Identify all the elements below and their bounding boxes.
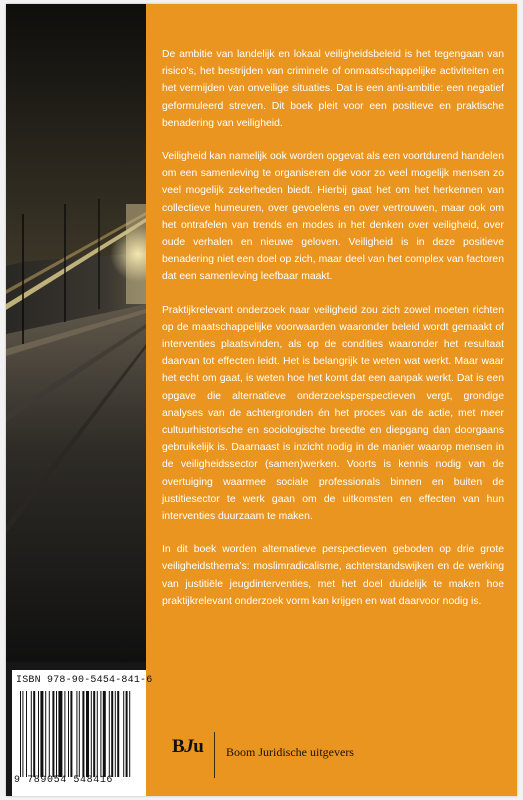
back-cover [6,4,517,796]
blurb-paragraph-4: In dit boek worden alternatieve perspectieven geboden op drie grote veiligheidsthema’s: moslimradicalisme, achterstandswijken en de werking van justitiële jeugdinterventies, met het doel duidelijk te maken hoe praktijkrelevant onderzoek vorm kan krijgen en wat daarvoor nodig is. [162,544,504,607]
publisher-logo-u: u [193,736,204,757]
blurb-paragraph-2: Veiligheid kan namelijk ook worden opgevat als een voortdurend handelen om een samenleving te organiseren die voor zo veel mogelijk mensen zo veel mogelijk zekerheden biedt. Hierbij gaat het om het herkennen van collectieve humeuren, over gevoelens en over vertrouwen, maar ook om het ontrafelen van trends en modes in het denken over veiligheid, over oude verhalen en nieuwe geloven. Veiligheid is in deze positieve benadering niet een doel op zich, maar deel van het complex van factoren dat een samenleving leefbaar maakt. [162,151,504,283]
barcode-bar [70,691,72,777]
barcode-bar [82,691,84,777]
publisher-divider [214,732,215,778]
publisher-block [172,732,517,778]
barcode-bar [111,691,113,777]
barcode-bar [33,691,35,777]
barcode-bar [97,691,98,777]
tunnel-photo-image [6,4,146,662]
barcode-bar [52,691,54,777]
blurb-paragraph-3: Praktijkrelevant onderzoek naar veiligheid zou zich zowel moeten richten op de maatschappelijke voorwaarden waaronder beleid wordt gemaakt of interventies plaatsvinden, als op de condities waaronder het resultaat daarvan tot effecten leidt. Het is belangrijk te weten wat werkt. Maar waar het echt om gaat, is weten hoe het komt dat een aanpak werkt. Dat is een opgave die alternatieve onderzoeksperspectieven vergt, grondige analyses van de achtergronden én het proces van de actie, met meer cultuurhistorische en sociologische breedte en diepgang dan doorgaans gebruikelijk is. Daarnaast is inzicht nodig in de manier waarop mensen in de veiligheidssector (samen)werken. Voorts is kennis nodig van de overtuiging waarmee sociale professionals binnen en buiten de justitiesector te werk gaan om de uitkomsten en effecten van hun interventies duurzaam te maken. [162,304,504,523]
blurb-paragraph-1: De ambitie van landelijk en lokaal veiligheidsbeleid is het tegengaan van risico’s, het bestrijden van criminele of onmaatschappelijke activiteiten en het vermijden van onveilige situaties. Dat is een anti-ambitie: een negatief geformuleerd streven. Dit boek pleit voor een positieve en praktische benadering van veiligheid. [162,49,504,129]
tunnel-photo [6,4,146,662]
barcode-bar [126,691,128,777]
barcode-bar [22,691,23,777]
barcode-bar [117,691,119,777]
barcode-bar [56,691,57,777]
barcode-bar [123,691,124,777]
barcode-bar [38,691,39,777]
barcode-bar [103,691,106,777]
barcode-bar [26,691,27,777]
barcode-bar [86,691,89,777]
barcode-bar [40,691,43,777]
ean-digits: 9 789054 548416 [14,775,114,786]
barcode-bar [115,691,116,777]
publisher-logo-b: B [172,736,185,757]
publisher-name: Boom Juridische uitgevers [226,745,354,759]
isbn-label: ISBN 978-90-5454-841-6 [16,675,153,686]
publisher-logo [172,736,203,758]
barcode-bar [91,691,92,777]
barcode-bars [20,691,142,777]
barcode-bar [129,691,130,777]
blurb-text [162,46,504,610]
barcode-bar [64,691,65,777]
barcode-bar [45,691,46,777]
barcode-bar [76,691,77,777]
barcode-bar [93,691,95,777]
barcode-bar [100,691,101,777]
barcode-box [12,670,153,796]
barcode-bar [20,691,21,777]
barcode-bar [79,691,80,777]
barcode-bar [49,691,50,777]
publisher-logo-j: J [184,736,194,757]
barcode-bar [31,691,32,777]
barcode-bar [68,691,69,777]
barcode-bar [58,691,62,777]
barcode-bar [109,691,110,777]
